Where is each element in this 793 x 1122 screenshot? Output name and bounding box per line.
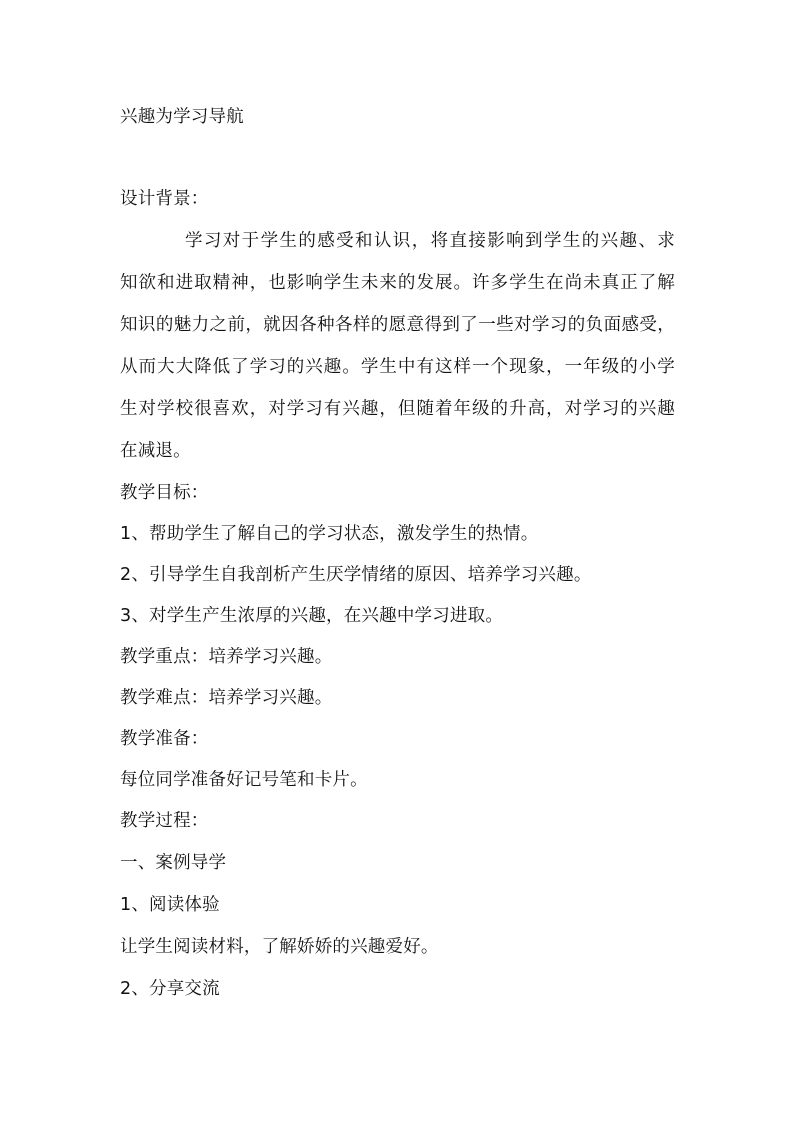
key-point: 教学重点：培养学习兴趣。 bbox=[120, 647, 333, 667]
step-one-heading: 1、阅读体验 bbox=[120, 895, 220, 915]
objective-item: 1、帮助学生了解自己的学习状态，激发学生的热情。 bbox=[120, 524, 539, 544]
process-heading: 教学过程： bbox=[120, 811, 209, 831]
background-paragraph-line: 知识的魅力之前，就因各种各样的愿意得到了一些对学习的负面感受， bbox=[120, 315, 675, 335]
document-title: 兴趣为学习导航 bbox=[120, 107, 244, 127]
step-two-heading: 2、分享交流 bbox=[120, 979, 220, 999]
section-one-heading: 一、案例导学 bbox=[120, 853, 227, 873]
background-paragraph-line: 知欲和进取精神，也影响学生未来的发展。许多学生在尚未真正了解 bbox=[120, 273, 675, 293]
objective-item: 3、对学生产生浓厚的兴趣，在兴趣中学习进取。 bbox=[120, 606, 504, 626]
background-paragraph-line: 生对学校很喜欢，对学习有兴趣，但随着年级的升高，对学习的兴趣 bbox=[120, 399, 675, 419]
background-paragraph-line: 学习对于学生的感受和认识，将直接影响到学生的兴趣、求 bbox=[185, 231, 675, 251]
preparation-text: 每位同学准备好记号笔和卡片。 bbox=[120, 770, 368, 790]
preparation-heading: 教学准备： bbox=[120, 729, 209, 749]
step-one-text: 让学生阅读材料，了解娇娇的兴趣爱好。 bbox=[120, 937, 439, 957]
background-heading: 设计背景： bbox=[120, 189, 209, 209]
background-paragraph-line: 在减退。 bbox=[120, 441, 191, 461]
objective-item: 2、引导学生自我剖析产生厌学情绪的原因、培养学习兴趣。 bbox=[120, 565, 592, 585]
difficulty-point: 教学难点：培养学习兴趣。 bbox=[120, 688, 333, 708]
background-paragraph-line: 从而大大降低了学习的兴趣。学生中有这样一个现象，一年级的小学 bbox=[120, 357, 675, 377]
objectives-heading: 教学目标： bbox=[120, 483, 209, 503]
